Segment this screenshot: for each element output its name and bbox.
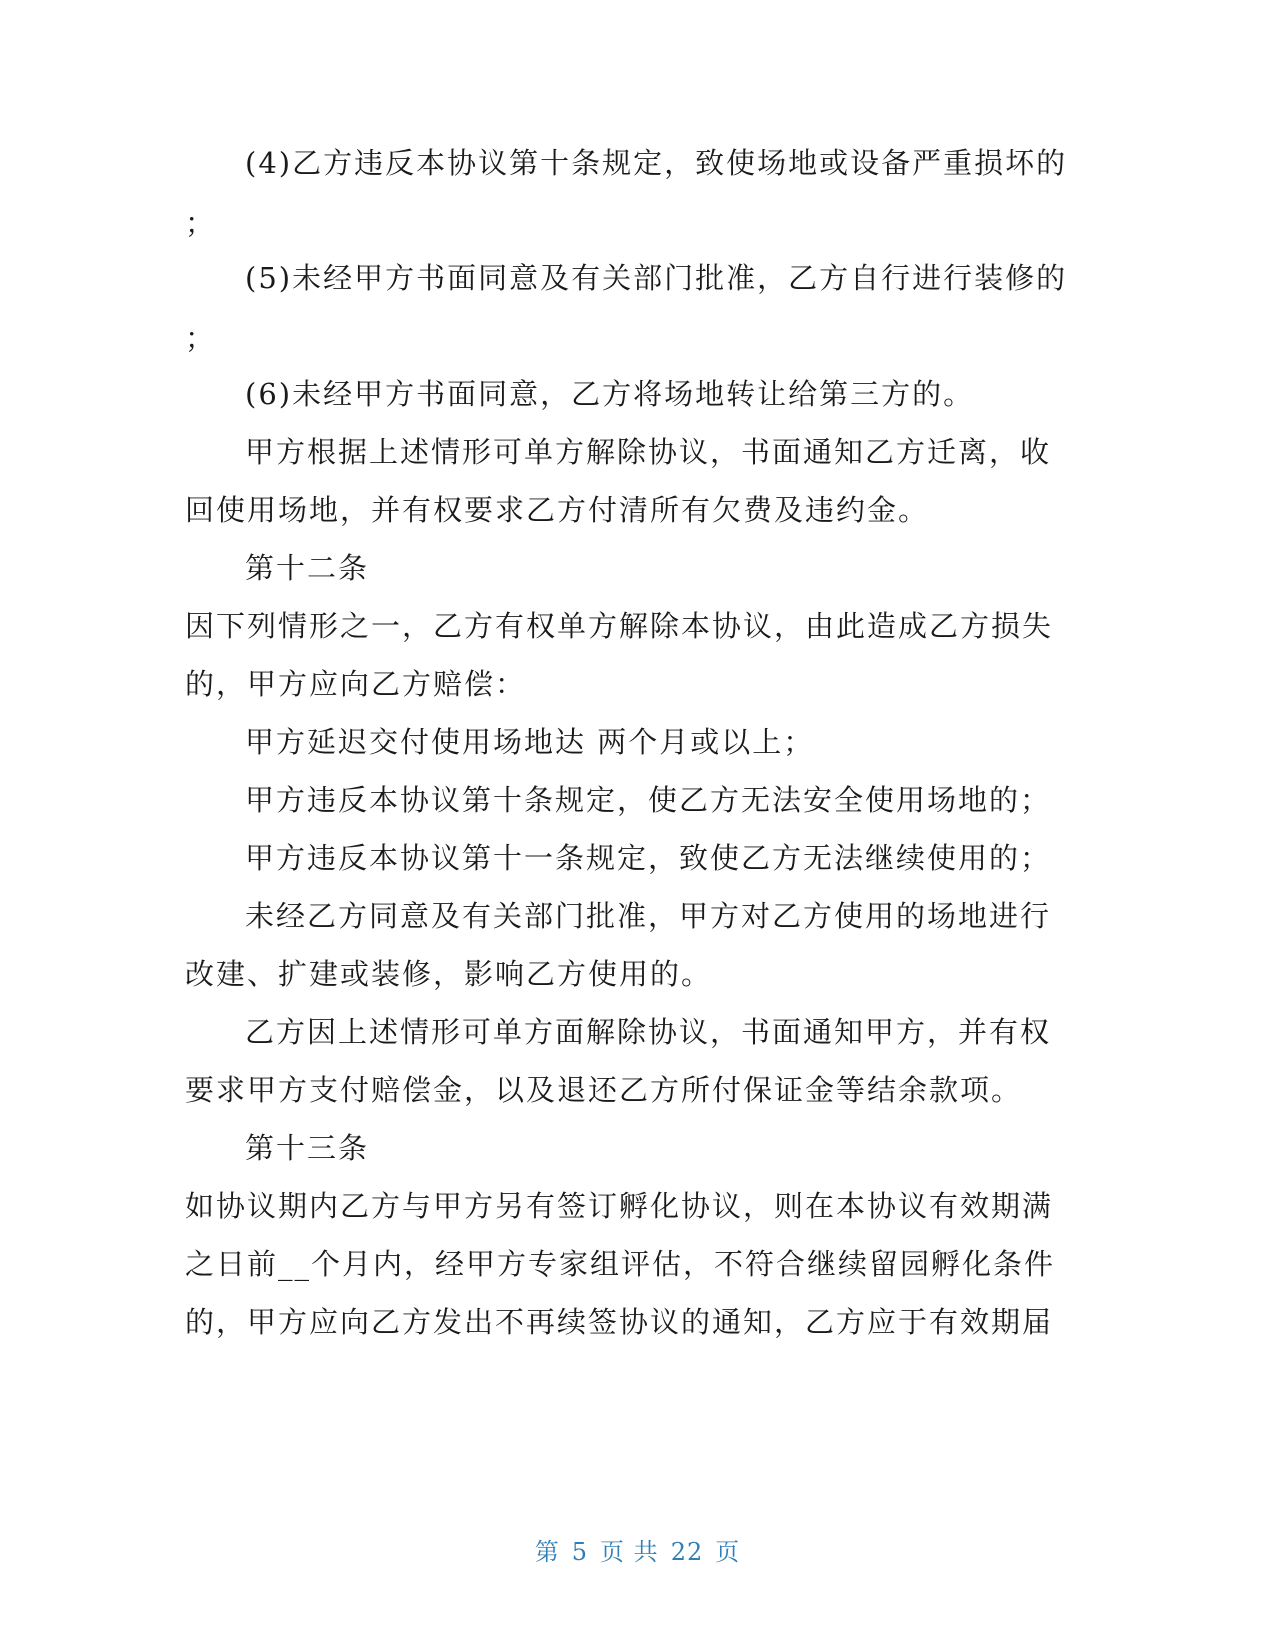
text-line: 因下列情形之一，乙方有权单方解除本协议，由此造成乙方损失 [185,609,1054,643]
text-line: 未经乙方同意及有关部门批准，甲方对乙方使用的场地进行 [245,899,1052,933]
text-line: (4)乙方违反本协议第十条规定，致使场地或设备严重损坏的 [245,146,1068,180]
text-line: 改建、扩建或装修，影响乙方使用的。 [185,957,713,991]
text-line: 甲方根据上述情形可单方解除协议，书面通知乙方迁离，收 [245,435,1052,469]
text-line: 的，甲方应向乙方发出不再续签协议的通知，乙方应于有效期届 [185,1305,1054,1339]
text-line: 乙方因上述情形可单方面解除协议，书面通知甲方，并有权 [245,1015,1052,1049]
text-line: (6)未经甲方书面同意，乙方将场地转让给第三方的。 [245,377,975,411]
text-line: ； [185,206,217,240]
text-line: ； [185,321,217,355]
text-line: 甲方违反本协议第十一条规定，致使乙方无法继续使用的； [245,841,1052,875]
footer-suffix: 页 [715,1538,741,1566]
text-line: 甲方延迟交付使用场地达 两个月或以上； [245,725,815,759]
total-pages-number: 22 [670,1538,704,1566]
current-page-number: 5 [571,1538,589,1566]
section-heading: 第十二条 [245,551,370,585]
text-line: 回使用场地，并有权要求乙方付清所有欠费及违约金。 [185,493,930,527]
footer-middle: 页 共 [600,1538,659,1566]
text-line: 之日前__个月内，经甲方专家组评估，不符合继续留园孵化条件 [185,1247,1056,1281]
text-line: (5)未经甲方书面同意及有关部门批准，乙方自行进行装修的 [245,261,1068,295]
footer-prefix: 第 [534,1538,560,1566]
text-line: 要求甲方支付赔偿金，以及退还乙方所付保证金等结余款项。 [185,1073,1023,1107]
text-line: 如协议期内乙方与甲方另有签订孵化协议，则在本协议有效期满 [185,1189,1054,1223]
text-line: 甲方违反本协议第十条规定，使乙方无法安全使用场地的； [245,783,1052,817]
page-footer [0,1532,1275,1567]
section-heading: 第十三条 [245,1131,370,1165]
text-line: 的，甲方应向乙方赔偿： [185,667,527,701]
